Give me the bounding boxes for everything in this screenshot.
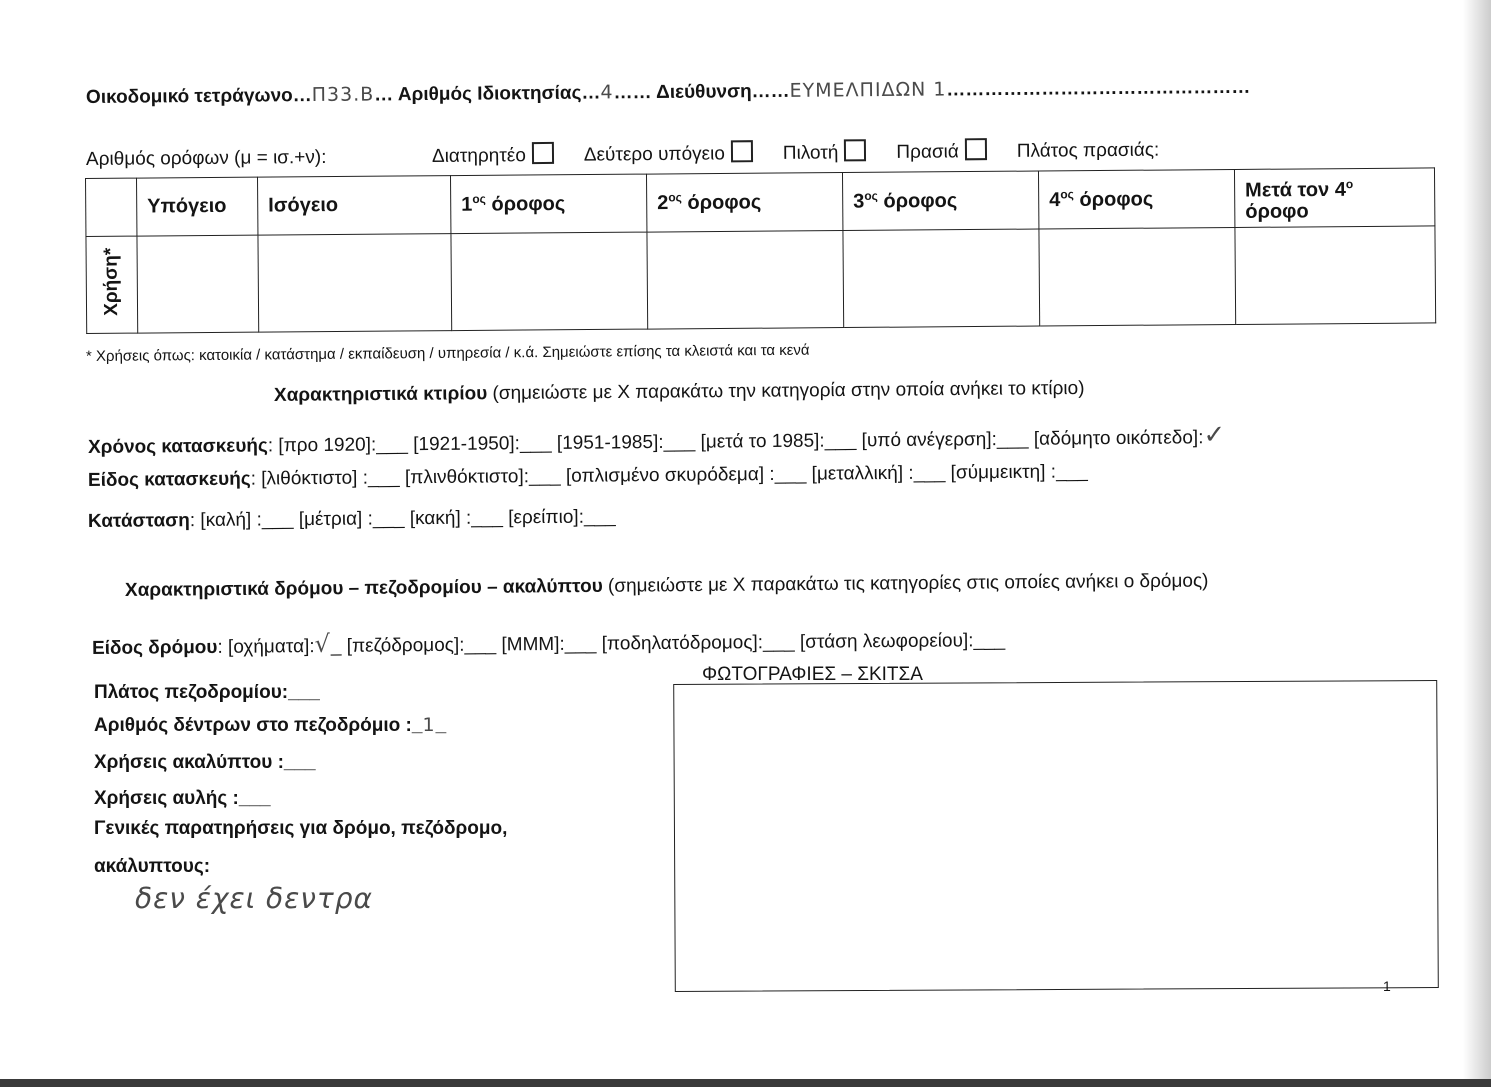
usage-note: * Χρήσεις όπως: κατοικία / κατάστημα / εκπαίδευση / υπηρεσία / κ.ά. Σημειώστε επίσης τα κλειστά και τα κενά: [85, 341, 810, 365]
construction-year-options: : [προ 1920]:___ [1921-1950]:___ [1951-1985]:___ [μετά το 1985]:___ [υπό ανέγερση]:___ [αδόμητο οικόπεδο]:: [267, 427, 1204, 457]
check-pilotis: Πιλοτή: [783, 142, 897, 164]
cell-floor-2[interactable]: [647, 231, 844, 329]
frontage-label: Πλάτος πρασιάς:: [1016, 139, 1160, 162]
block-label: Οικοδομικό τετράγωνο: [85, 85, 293, 108]
table-header-row: [86, 168, 1435, 237]
cell-floor-4[interactable]: [1039, 228, 1236, 326]
row-label-cell: [86, 236, 138, 333]
address-label: Διεύθυνση: [656, 81, 752, 104]
header-line: Οικοδομικό τετράγωνο…Π33.Β… Αριθμός Ιδιοκτησίας…4…… Διεύθυνση……ΕΥΜΕΛΠΙΔΩΝ 1…………………………………………: [85, 76, 1251, 108]
trees-value: 1: [422, 714, 436, 736]
trees-label: Αριθμός δέντρων στο πεζοδρόμιο :: [94, 715, 412, 736]
remarks-label-1: Γενικές παρατηρήσεις για δρόμο, πεζόδρομο,: [94, 818, 508, 839]
street-heading: Χαρακτηριστικά δρόμου – πεζοδρομίου – ακαλύπτου: [124, 575, 603, 601]
check-second-basement: Δεύτερο υπόγειο: [584, 143, 783, 166]
open-space-uses: Χρήσεις ακαλύπτου :___: [94, 752, 316, 773]
yard-uses: Χρήσεις αυλής :___: [94, 788, 271, 809]
photos-sketch-box[interactable]: [673, 680, 1439, 992]
column-basement: Υπόγειο: [137, 177, 258, 236]
sidewalk-width: Πλάτος πεζοδρομίου:___: [94, 682, 320, 703]
condition-options: : [καλή] :___ [μέτρια] :___ [κακή] :___ [ερείπιο]:___: [189, 506, 616, 532]
checkbox-listed[interactable]: [532, 142, 554, 164]
street-heading-line: [125, 571, 1209, 602]
scan-shadow-edge: [1463, 0, 1491, 1087]
column-floor-4: $4^{o\varsigma}$ όροφος: [1038, 169, 1234, 229]
cell-floor-1[interactable]: [451, 232, 648, 330]
property-label: Αριθμός Ιδιοκτησίας: [397, 82, 582, 106]
column-ground: Ισόγειο: [257, 176, 450, 236]
construction-year-mark: ✓: [1203, 420, 1227, 451]
table-corner: [86, 178, 137, 237]
scan-bottom-edge: [0, 1079, 1491, 1087]
remarks-value: δεν έχει δεντρα: [135, 882, 374, 915]
road-type-first: : [οχήματα]:: [217, 636, 315, 658]
address-value: ΕΥΜΕΛΠΙΔΩΝ 1: [789, 78, 947, 102]
photos-title: ΦΩΤΟΓΡΑΦΙΕΣ – ΣΚΙΤΣΑ: [702, 664, 923, 685]
cell-floor-3[interactable]: [843, 229, 1040, 327]
column-above-4: Μετά τον $4^o$ όροφο: [1234, 168, 1434, 228]
cell-ground[interactable]: [258, 234, 452, 332]
checkbox-second-basement[interactable]: [731, 140, 753, 162]
floors-line: [86, 137, 1159, 171]
column-floor-3: $3^{o\varsigma}$ όροφος: [842, 171, 1038, 231]
road-type-mark: √: [314, 629, 331, 659]
check-front-garden: Πρασιά: [896, 141, 1017, 163]
construction-year-line: [88, 420, 1226, 460]
checkbox-pilotis[interactable]: [844, 139, 866, 161]
usage-row-label: Χρήση*: [100, 247, 123, 316]
construction-type-line: [88, 461, 1088, 492]
block-value: Π33.Β: [311, 83, 375, 107]
cell-above-4[interactable]: [1235, 226, 1436, 324]
remarks-label-2: ακάλυπτους:: [94, 856, 211, 877]
construction-type-options: : [λιθόκτιστο] :___ [πλινθόκτιστο]:___ [οπλισμένο σκυρόδεμα] :___ [μεταλλική] :___ [σύμμεικτη] :___: [250, 461, 1088, 490]
page-mark: 1: [1383, 978, 1391, 994]
usage-table: [85, 167, 1436, 334]
construction-year-label: Χρόνος κατασκευής: [87, 435, 268, 458]
cell-basement[interactable]: [137, 235, 259, 333]
column-floor-2: $2^{o\varsigma}$ όροφος: [646, 173, 842, 233]
building-heading-note: (σημειώστε με Χ παρακάτω την κατηγορία στην οποία ανήκει το κτίριο): [492, 377, 1085, 405]
building-heading: Χαρακτηριστικά κτιρίου: [273, 383, 488, 406]
building-heading-line: [274, 378, 1085, 407]
condition-label: Κατάσταση: [87, 510, 190, 532]
property-value: 4: [600, 81, 614, 104]
check-listed: Διατηρητέο: [432, 145, 584, 167]
trees-line: Αριθμός δέντρων στο πεζοδρόμιο :_1_: [94, 714, 447, 736]
column-floor-1: $1^{o\varsigma}$ όροφος: [450, 174, 646, 234]
floors-label: Αριθμός ορόφων (μ = ισ.+ν):: [85, 146, 327, 170]
street-heading-note: (σημειώστε με Χ παρακάτω τις κατηγορίες στις οποίες ανήκει ο δρόμος): [607, 570, 1209, 597]
road-type-label: Είδος δρόμου: [91, 636, 218, 659]
usage-row: [86, 226, 1436, 333]
checkbox-front-garden[interactable]: [965, 138, 987, 160]
construction-type-label: Είδος κατασκευής: [87, 468, 251, 491]
road-type-rest: [πεζόδρομος]:___ [ΜΜΜ]:___ [ποδηλατόδρομος]:___ [στάση λεωφορείου]:___: [346, 630, 1006, 657]
road-type-line: Είδος δρόμου: [οχήματα]:√_ [πεζόδρομος]:___ [ΜΜΜ]:___ [ποδηλατόδρομος]:___ [στάση λεωφορείου]:___: [91, 629, 1006, 659]
condition-line: [88, 506, 616, 533]
